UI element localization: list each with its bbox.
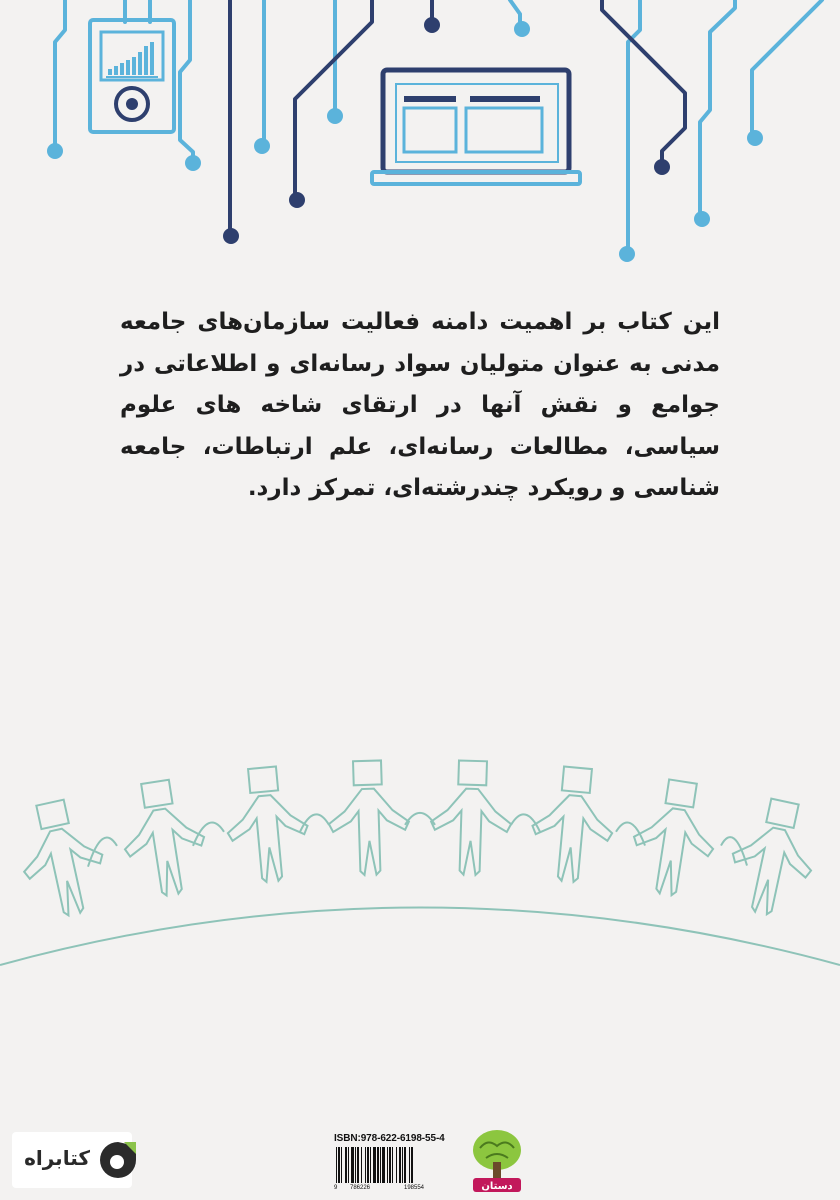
linked-arms bbox=[405, 813, 435, 825]
barcode-bar bbox=[387, 1147, 388, 1183]
isbn-label: ISBN:978-622-6198-55-4 bbox=[334, 1133, 445, 1144]
people-chain-illustration bbox=[0, 720, 840, 1010]
publisher-logo bbox=[12, 1132, 132, 1188]
barcode-bar bbox=[365, 1147, 366, 1183]
music-player-icon bbox=[90, 20, 174, 132]
barcode-bar bbox=[409, 1147, 410, 1183]
barcode-bar bbox=[336, 1147, 337, 1183]
person-figure bbox=[626, 775, 722, 900]
back-cover-description: این کتاب بر اهمیت دامنه فعالیت سازمان‌های جامعه مدنی به عنوان متولیان سواد رسانه‌ای و اطلاعاتی در جوامع و نقش آنها در ارتقای شاخه های علوم سیاسی، مطالعات رسانه‌ای، علم ارتباطات، جامعه شناسی و رویکرد چندرشته‌ای، تمرکز دارد. bbox=[120, 309, 720, 501]
person-figure bbox=[11, 794, 114, 922]
barcode-bar bbox=[370, 1147, 371, 1183]
tree-logo bbox=[470, 1128, 524, 1194]
barcode-bar bbox=[351, 1147, 354, 1183]
person-figure bbox=[327, 760, 410, 876]
barcode-bar bbox=[355, 1147, 356, 1183]
laptop-icon bbox=[372, 70, 580, 184]
barcode-bar bbox=[382, 1147, 385, 1183]
circuit-illustration bbox=[0, 0, 840, 280]
barcode-bar bbox=[396, 1147, 397, 1183]
person-figure bbox=[722, 793, 824, 921]
barcode-bar bbox=[357, 1147, 359, 1183]
barcode-bar bbox=[341, 1147, 342, 1183]
publisher-logo-text: کتابراه bbox=[24, 1146, 90, 1170]
publisher-mark-icon bbox=[96, 1138, 140, 1182]
barcode-bars bbox=[334, 1147, 456, 1183]
barcode-bar bbox=[399, 1147, 401, 1183]
person-figure bbox=[430, 760, 513, 876]
barcode-bar bbox=[380, 1147, 381, 1183]
tree-logo-text: دستان bbox=[481, 1181, 513, 1192]
barcode-bar bbox=[338, 1147, 340, 1183]
barcode-lead-digit: 9 bbox=[334, 1185, 338, 1191]
barcode-bar bbox=[348, 1147, 349, 1183]
barcode-bar bbox=[345, 1147, 347, 1183]
barcode-bar bbox=[377, 1147, 379, 1183]
barcode-bar bbox=[404, 1147, 406, 1183]
barcode-bar bbox=[402, 1147, 403, 1183]
barcode-bar bbox=[367, 1147, 369, 1183]
barcode-bar bbox=[392, 1147, 393, 1183]
linked-arms bbox=[193, 823, 224, 846]
linked-arms bbox=[88, 838, 117, 867]
barcode-bar bbox=[389, 1147, 391, 1183]
barcode-bar bbox=[361, 1147, 362, 1183]
linked-arms bbox=[300, 814, 329, 831]
barcode-bar bbox=[411, 1147, 413, 1183]
person-figure bbox=[222, 764, 312, 885]
isbn-barcode bbox=[334, 1133, 456, 1195]
person-figure bbox=[115, 776, 212, 901]
person-figure bbox=[528, 764, 618, 885]
barcode-left-digits: 786226 bbox=[350, 1185, 371, 1191]
barcode-right-digits: 198554 bbox=[404, 1185, 425, 1191]
barcode-bar bbox=[373, 1147, 376, 1183]
